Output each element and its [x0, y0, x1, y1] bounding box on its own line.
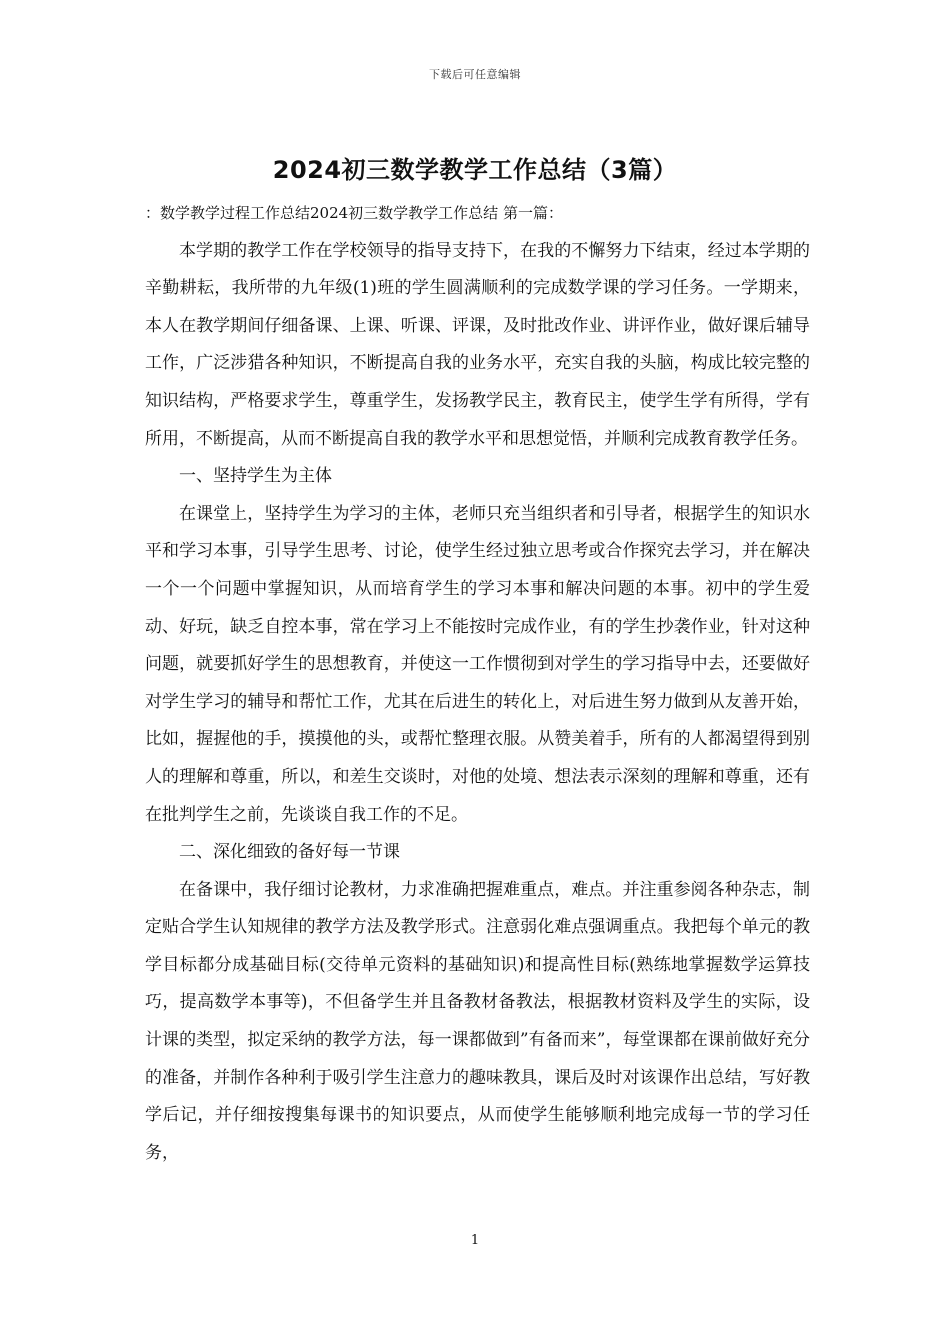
paragraph-section-1: 在课堂上，坚持学生为学习的主体，老师只充当组织者和引导者，根据学生的知识水平和学习本事，引导学生思考、讨论，使学生经过独立思考或合作探究去学习，并在解决一个一个问题中掌握知识，从而培育学生的学习本事和解决问题的本事。初中的学生爱动、好玩，缺乏自控本事，常在学习上不能按时完成作业，有的学生抄袭作业，针对这种问题，就要抓好学生的思想教育，并使这一工作惯彻到对学生的学习指导中去，还要做好对学生学习的辅导和帮忙工作，尤其在后进生的转化上，对后进生努力做到从友善开始，比如，握握他的手，摸摸他的头，或帮忙整理衣服。从赞美着手，所有的人都渴望得到别人的理解和尊重，所以，和差生交谈时，对他的处境、想法表示深刻的理解和尊重，还有在批判学生之前，先谈谈自我工作的不足。 [145, 503, 810, 825]
paragraph-section-2: 在备课中，我仔细讨论教材，力求准确把握难重点，难点。并注重参阅各种杂志，制定贴合学生认知规律的教学方法及教学形式。注意弱化难点强调重点。我把每个单元的教学目标都分成基础目标(交待单元资料的基础知识)和提高性目标(熟练地掌握数学运算技巧，提高数学本事等)，不但备学生并且备教材备教法，根据教材资料及学生的实际，设计课的类型，拟定采纳的教学方法，每一课都做到”有备而来”，每堂课都在课前做好充分的准备，并制作各种利于吸引学生注意力的趣味教具，课后及时对该课作出总结，写好教学后记，并仔细按搜集每课书的知识要点，从而使学生能够顺利地完成每一节的学习任务， [145, 879, 810, 1163]
header-note: 下载后可任意编辑 [429, 68, 521, 81]
document-subtitle: ：数学教学过程工作总结2024初三数学教学工作总结 第一篇： [145, 204, 563, 222]
document-title: 2024初三数学教学工作总结（3篇） [272, 156, 678, 184]
document-body [145, 195, 810, 1172]
section-heading-1: 一、坚持学生为主体 [179, 466, 332, 487]
page-number: 1 [470, 1233, 480, 1248]
section-heading-2: 二、深化细致的备好每一节课 [179, 842, 400, 863]
paragraph-intro: 本学期的教学工作在学校领导的指导支持下，在我的不懈努力下结束，经过本学期的辛勤耕耘，我所带的九年级(1)班的学生圆满顺利的完成数学课的学习任务。一学期来，本人在教学期间仔细备课、上课、听课、评课，及时批改作业、讲评作业，做好课后辅导工作，广泛涉猎各种知识，不断提高自我的业务水平，充实自我的头脑，构成比较完整的知识结构，严格要求学生，尊重学生，发扬教学民主，教育民主，使学生学有所得，学有所用，不断提高，从而不断提高自我的教学水平和思想觉悟，并顺利完成教育教学任务。 [145, 240, 810, 449]
